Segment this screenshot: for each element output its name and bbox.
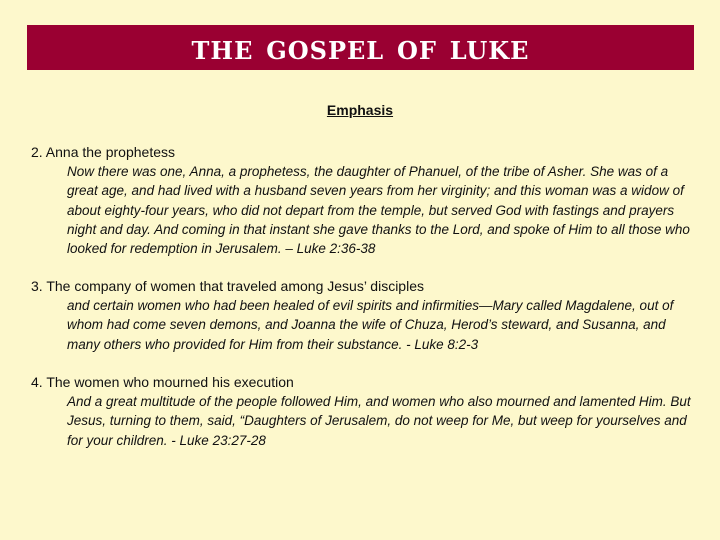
scripture-quote: and certain women who had been healed of evil spirits and infirmities—Mary called Magdalene, out of whom had come seven demons, and Joanna the wife of Chuza, Herod’s steward, and Susanna, and many others who provided for Him from their substance. - Luke 8:2-3 bbox=[67, 298, 674, 352]
title-banner bbox=[27, 25, 694, 70]
page-title: the gospel of luke bbox=[191, 27, 530, 68]
section-label: 3. The company of women that traveled among Jesus’ disciples bbox=[31, 278, 424, 294]
section-anna bbox=[31, 143, 701, 258]
section-heading: Emphasis bbox=[326, 102, 394, 118]
section-label: 4. The women who mourned his execution bbox=[31, 374, 294, 390]
section-company-of-women bbox=[31, 277, 701, 354]
section-label: 2. Anna the prophetess bbox=[31, 144, 175, 160]
section-mourning-women bbox=[31, 373, 701, 450]
scripture-quote: Now there was one, Anna, a prophetess, the daughter of Phanuel, of the tribe of Asher. She was of a great age, and had lived with a husband seven years from her virginity; and this woman was a widow of about eighty-four years, who did not depart from the temple, but served God with fastings and prayers night and day. And coming in that instant she gave thanks to the Lord, and spoke of Him to all those who looked for redemption in Jerusalem. – Luke 2:36-38 bbox=[67, 164, 690, 257]
scripture-quote: And a great multitude of the people followed Him, and women who also mourned and lamented Him. But Jesus, turning to them, said, “Daughters of Jerusalem, do not weep for Me, but weep for yourselves and for your children. - Luke 23:27-28 bbox=[67, 394, 691, 448]
